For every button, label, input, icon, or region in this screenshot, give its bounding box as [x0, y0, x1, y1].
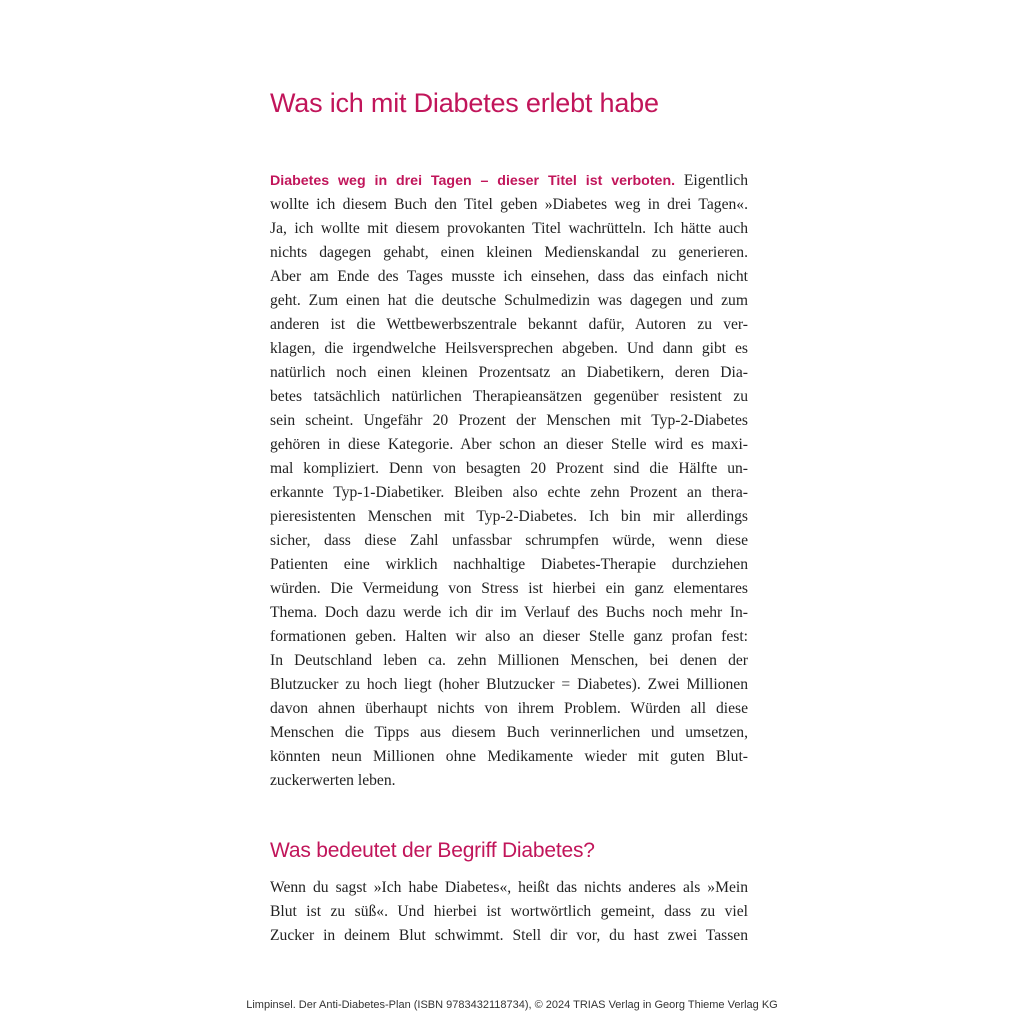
paragraph-line: könnten neun Millionen ohne Medikamente wieder mit guten Blut-	[270, 748, 748, 765]
chapter-title: Was ich mit Diabetes erlebt habe	[270, 88, 659, 118]
lead-in-heading: Diabetes weg in drei Tagen – dieser Titel ist verboten.	[270, 173, 676, 189]
paragraph-line	[270, 169, 748, 193]
paragraph-line: anderen ist die Wettbewerbszentrale bekannt dafür, Autoren zu ver-	[270, 316, 748, 333]
paragraph-line: mal kompliziert. Denn von besagten 20 Prozent sind die Hälfte un-	[270, 460, 748, 477]
paragraph-line: In Deutschland leben ca. zehn Millionen Menschen, bei denen der	[270, 652, 748, 669]
paragraph-line: sicher, dass diese Zahl unfassbar schrumpfen würde, wenn diese	[270, 532, 748, 549]
book-page	[270, 0, 750, 1000]
paragraph-line: Blut ist zu süß«. Und hierbei ist wortwörtlich gemeint, dass zu viel	[270, 903, 748, 920]
paragraph-line: formationen geben. Halten wir also an dieser Stelle ganz profan fest:	[270, 628, 748, 645]
paragraph-line: wollte ich diesem Buch den Titel geben »Diabetes weg in drei Tagen«.	[270, 196, 748, 213]
paragraph-line: pieresistenten Menschen mit Typ-2-Diabetes. Ich bin mir allerdings	[270, 508, 748, 525]
paragraph-line: erkannte Typ-1-Diabetiker. Bleiben also echte zehn Prozent an thera-	[270, 484, 748, 501]
paragraph-line: geht. Zum einen hat die deutsche Schulmedizin was dagegen und zum	[270, 292, 748, 309]
paragraph-line: würden. Die Vermeidung von Stress ist hierbei ein ganz elementares	[270, 580, 748, 597]
section2-paragraph	[270, 876, 748, 948]
paragraph-line: zuckerwerten leben.	[270, 772, 396, 789]
paragraph-line: Ja, ich wollte mit diesem provokanten Titel wachrütteln. Ich hätte auch	[270, 220, 748, 237]
paragraph-line: Thema. Doch dazu werde ich dir im Verlauf des Buchs noch mehr In-	[270, 604, 748, 621]
paragraph-line: Wenn du sagst »Ich habe Diabetes«, heißt das nichts anderes als »Mein	[270, 879, 748, 896]
paragraph-line: davon ahnen überhaupt nichts von ihrem Problem. Würden all diese	[270, 700, 748, 717]
section1-paragraph	[270, 169, 748, 793]
paragraph-line: gehören in diese Kategorie. Aber schon an dieser Stelle wird es maxi-	[270, 436, 748, 453]
paragraph-line: nichts dagegen gehabt, einen kleinen Medienskandal zu generieren.	[270, 244, 748, 261]
paragraph-line: Zucker in deinem Blut schwimmt. Stell dir vor, du hast zwei Tassen	[270, 927, 748, 944]
paragraph-line: natürlich noch einen kleinen Prozentsatz an Diabetikern, deren Dia-	[270, 364, 748, 381]
paragraph-line: betes tatsächlich natürlichen Therapieansätzen gegenüber resistent zu	[270, 388, 748, 405]
paragraph-line: Menschen die Tipps aus diesem Buch verinnerlichen und umsetzen,	[270, 724, 748, 741]
paragraph-line: Aber am Ende des Tages musste ich einsehen, dass das einfach nicht	[270, 268, 748, 285]
section-heading: Was bedeutet der Begriff Diabetes?	[270, 839, 595, 862]
lead-line-rest: Eigentlich	[683, 172, 748, 189]
paragraph-line: klagen, die irgendwelche Heilsversprechen abgeben. Und dann gibt es	[270, 340, 748, 357]
paragraph-line: Blutzucker zu hoch liegt (hoher Blutzucker = Diabetes). Zwei Millionen	[270, 676, 748, 693]
paragraph-line: sein scheint. Ungefähr 20 Prozent der Menschen mit Typ-2-Diabetes	[270, 412, 748, 429]
copyright-footer: Limpinsel. Der Anti-Diabetes-Plan (ISBN 9783432118734), © 2024 TRIAS Verlag in Georg Thieme Verlag KG	[246, 999, 778, 1011]
paragraph-line: Patienten eine wirklich nachhaltige Diabetes-Therapie durchziehen	[270, 556, 748, 573]
